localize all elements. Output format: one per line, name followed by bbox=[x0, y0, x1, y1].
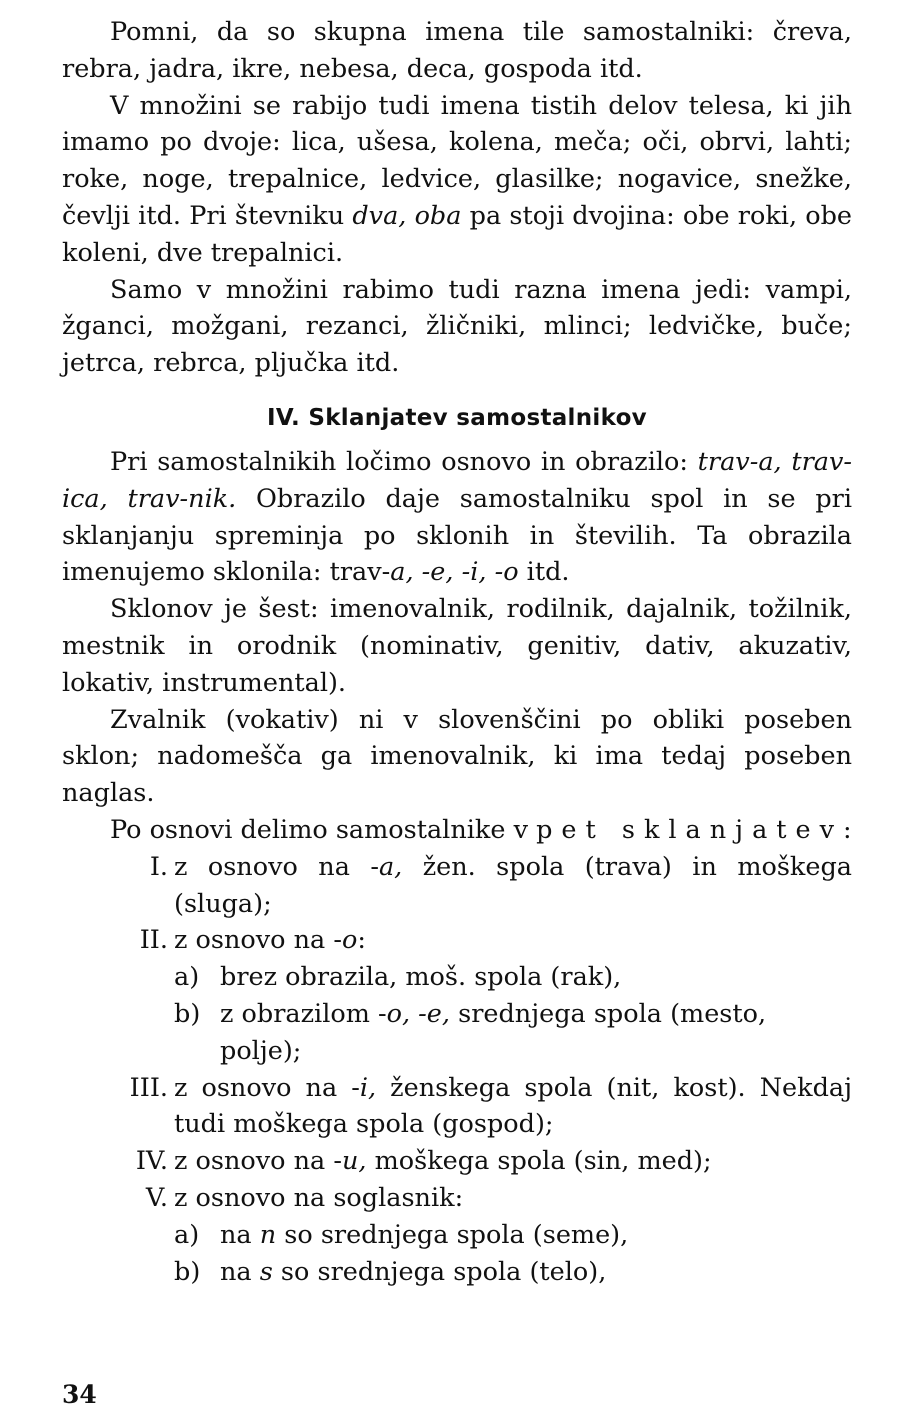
sub-list-text: na n so srednjega spola (seme), bbox=[220, 1219, 629, 1250]
list-item-text: z osnovo na -u, moškega spola (sin, med); bbox=[174, 1146, 712, 1177]
paragraph-vocative bbox=[62, 702, 852, 812]
paragraph-text: Zvalnik (vokativ) ni v slovenščini po obliki poseben sklon; nadomešča ga imenovalnik, ki ima tedaj poseben naglas. bbox=[62, 704, 852, 809]
paragraph-text: Pomni, da so skupna imena tile samostalniki: čreva, rebra, jadra, ikre, nebesa, deca, gospoda itd. bbox=[62, 17, 852, 84]
sub-list-text: na s so srednjega spola (telo), bbox=[220, 1256, 607, 1287]
sub-list-letter: a) bbox=[174, 962, 200, 993]
list-number: III. bbox=[129, 1072, 168, 1103]
list-item-text: z osnovo na soglasnik: bbox=[174, 1182, 464, 1213]
sub-list-text: z obrazilom -o, -e, srednjega spola (mesto, polje); bbox=[220, 998, 767, 1066]
sub-list-text: brez obrazila, moš. spola (rak), bbox=[220, 962, 622, 993]
list-item-text: z osnovo na -o: bbox=[174, 925, 366, 956]
sub-list-item bbox=[174, 959, 852, 996]
paragraph-foods bbox=[62, 272, 852, 382]
paragraph-text: Samo v množini rabimo tudi razna imena jedi: vampi, žganci, možgani, rezanci, žličniki, mlinci; ledvičke, buče; jetrca, rebrca, pljučka itd. bbox=[62, 274, 852, 379]
page-number: 34 bbox=[62, 1380, 97, 1409]
sub-list-item bbox=[174, 996, 852, 1070]
paragraph-body-parts bbox=[62, 88, 852, 272]
paragraph-text: Pri samostalnikih ločimo osnovo in obrazilo: bbox=[110, 446, 698, 477]
sub-list-letter: b) bbox=[174, 998, 201, 1029]
list-item bbox=[62, 1180, 852, 1217]
declension-list bbox=[62, 849, 852, 1291]
paragraph-text: : bbox=[843, 814, 852, 845]
paragraph-collective-nouns bbox=[62, 14, 852, 88]
sub-list-letter: a) bbox=[174, 1219, 200, 1250]
list-number: V. bbox=[145, 1182, 168, 1213]
list-item bbox=[62, 1143, 852, 1180]
italic-endings: a, -e, -i, -o bbox=[390, 557, 519, 588]
list-item-text: z osnovo na -i, ženskega spola (nit, kost). Nekdaj tudi moškega spola (gospod); bbox=[174, 1072, 852, 1140]
list-number: II. bbox=[139, 925, 168, 956]
paragraph-text: itd. bbox=[518, 557, 570, 588]
spaced-term: pet sklanjatev bbox=[536, 814, 844, 845]
paragraph-stem-ending bbox=[62, 444, 852, 591]
section-heading: IV. Sklanjatev samostalnikov bbox=[267, 404, 647, 431]
list-number: IV. bbox=[135, 1146, 168, 1177]
list-item bbox=[62, 922, 852, 959]
paragraph-text: pa stoji dvojina: obe roki, obe koleni, dve trepalnici. bbox=[62, 200, 852, 268]
sub-list-item bbox=[174, 1254, 852, 1291]
list-item-text: z osnovo na -a, žen. spola (trava) in moškega (sluga); bbox=[174, 851, 853, 919]
paragraph-text: Po osnovi delimo samostalnike v bbox=[110, 814, 537, 845]
italic-example: trav-a, trav-ica, trav-nik. bbox=[62, 446, 852, 514]
italic-term: dva, oba bbox=[352, 200, 462, 231]
page-body bbox=[62, 14, 852, 1290]
sub-list-letter: b) bbox=[174, 1256, 201, 1287]
list-item bbox=[62, 849, 852, 923]
sub-list-item bbox=[174, 1217, 852, 1254]
list-number: I. bbox=[149, 851, 168, 882]
paragraph-cases bbox=[62, 591, 852, 701]
paragraph-text: V množini se rabijo tudi imena tistih delov telesa, ki jih imamo po dvoje: lica, ušesa, kolena, meča; oči, obrvi, lahti; roke, noge, trepalnice, ledvice, glasilke; nogavice, snežke, čevlji itd. Pri števniku bbox=[62, 90, 852, 231]
paragraph-text: Obrazilo daje samostalniku spol in se pri sklanjanju spreminja po sklonih in številih. Ta obrazila imenujemo sklonila: trav- bbox=[62, 483, 852, 588]
paragraph-text: Sklonov je šest: imenovalnik, rodilnik, dajalnik, tožilnik, mestnik in orodnik (nominativ, genitiv, dativ, akuzativ, lokativ, instrumental). bbox=[62, 594, 852, 698]
paragraph-declensions-intro bbox=[62, 812, 852, 849]
list-item bbox=[62, 1070, 852, 1144]
